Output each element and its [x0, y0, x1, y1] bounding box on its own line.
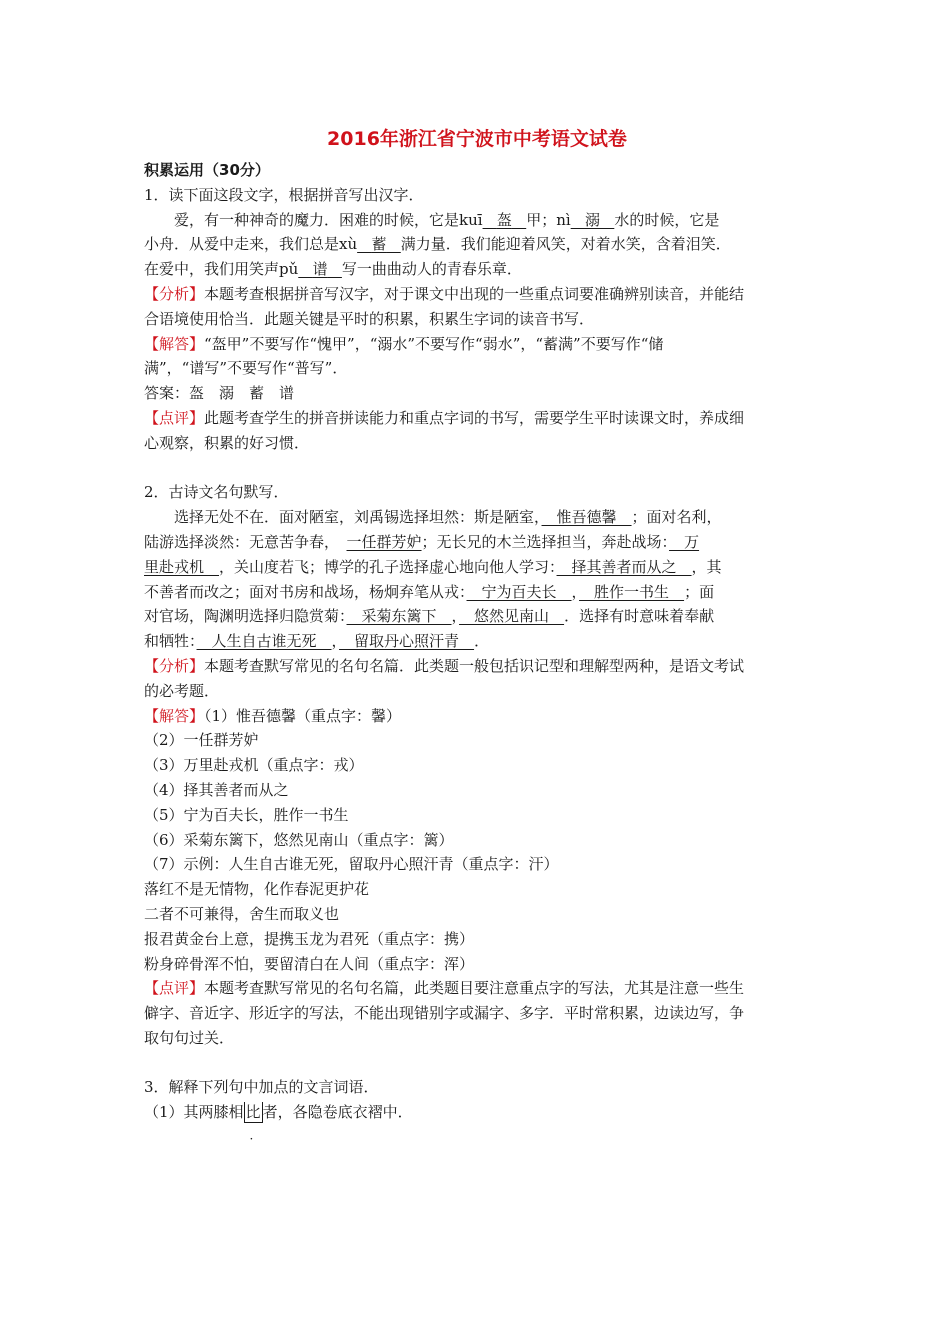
question-2-text-line-3: 里赴戎机 ，关山度若飞；博学的孔子选择虚心地向他人学习： 择其善者而从之 ，其: [144, 557, 722, 576]
example-line: 报君黄金台上意，提携玉龙为君死（重点字：携）: [144, 929, 475, 948]
answer-line: 满”，“谱写”不要写作“普写”．: [144, 359, 348, 378]
question-2-text-line-2: 陆游选择淡然：无意苦争春， 一任群芳妒；无长兄的木兰选择担当，奔赴战场： 万: [144, 532, 700, 551]
question-2-text-line-1: 选择无处不在．面对陋室，刘禹锡选择坦然：斯是陋室， 惟吾德馨 ；面对名利，: [174, 508, 722, 527]
answer-line: 【解答】“盔甲”不要写作“愧甲”，“溺水”不要写作“弱水”，“蓄满”不要写作“储: [144, 334, 664, 353]
question-1-text-line-3: 在爱中，我们用笑声pǔ 谱 写一曲曲动人的青春乐章．: [144, 260, 522, 279]
analysis-line: 的必考题．: [144, 681, 220, 700]
answer-line: （5）宁为百夫长，胜作一书生: [144, 805, 349, 824]
comment-line: 【点评】此题考查学生的拼音拼读能力和重点字词的书写，需要学生平时读课文时，养成细: [144, 408, 745, 427]
answer-line: 答案：盔 溺 蓄 谱: [144, 384, 295, 403]
example-line: 落红不是无情物，化作春泥更护花: [144, 880, 370, 899]
answer-blank: 择其善者而从之: [556, 557, 692, 576]
analysis-line: 【分析】本题考查根据拼音写汉字，对于课文中出现的一些重点词要准确辨别读音，并能结: [144, 284, 745, 303]
question-2-text-line-5: 对官场，陶渊明选择归隐赏菊： 采菊东篱下 ， 悠然见南山 ．选择有时意味着奉献: [144, 607, 715, 626]
question-3-stem: 3．解释下列句中加点的文言词语．: [144, 1078, 379, 1097]
analysis-tag: 【分析】: [144, 284, 205, 303]
answer-line: （6）采菊东篱下，悠然见南山（重点字：篱）: [144, 830, 454, 849]
dotted-word-box: 比 ·: [244, 1102, 263, 1123]
answer-blank: 留取丹心照汗青: [339, 632, 475, 651]
spacer: [144, 456, 810, 481]
question-2-text-line-4: 不善者而改之；面对书房和战场，杨炯弃笔从戎： 宁为百夫长 ， 胜作一书生 ；面: [144, 582, 715, 601]
analysis-line: 【分析】本题考查默写常见的名句名篇．此类题一般包括识记型和理解型两种，是语文考试: [144, 656, 745, 675]
comment-line: 取句句过关．: [144, 1028, 235, 1047]
question-2-text-line-6: 和牺牲： 人生自古谁无死 ， 留取丹心照汗青 ．: [144, 632, 490, 651]
section-heading: 积累运用（30分）: [144, 161, 270, 179]
comment-tag: 【点评】: [144, 408, 205, 427]
answer-blank: 宁为百夫长: [466, 582, 572, 601]
analysis-line: 合语境使用恰当．此题关键是平时的积累，积累生字词的读音书写．: [144, 309, 595, 328]
answer-blank: 盔: [496, 210, 512, 229]
question-1-text-line-1: 爱，有一种神奇的魔力．困难的时候，它是kuī 盔 甲；nì 溺 水的时候，它是: [174, 210, 720, 229]
answer-line: （3）万里赴戎机（重点字：戎）: [144, 756, 364, 775]
answer-blank: 人生自古谁无死: [196, 632, 332, 651]
question-2-stem: 2．古诗文名句默写．: [144, 483, 289, 502]
answer-blank: 悠然见南山: [459, 607, 565, 626]
question-1-stem: 1．读下面这段文字，根据拼音写出汉字．: [144, 185, 424, 204]
answer-blank: 溺: [584, 210, 600, 229]
answer-tag: 【解答】: [144, 334, 205, 353]
answer-blank: 惟吾德馨: [541, 508, 632, 527]
comment-line: 僻字、音近字、形近字的写法，不能出现错别字或漏字、多字．平时常积累，边读边写，争: [144, 1004, 745, 1023]
answer-blank: 一任群芳妒: [346, 532, 422, 551]
example-line: 粉身碎骨浑不怕，要留清白在人间（重点字：浑）: [144, 954, 475, 973]
answer-line: （4）择其善者而从之: [144, 780, 289, 799]
answer-blank: 谱: [312, 260, 328, 279]
answer-blank: 里赴戎机: [144, 557, 220, 576]
document-body: [144, 126, 810, 1147]
question-3-item-1: （1）其两膝相 比 · 者，各隐卷底衣褶中．: [144, 1100, 810, 1125]
question-1-text-line-2: 小舟．从爱中走来，我们总是xù 蓄 满力量．我们能迎着风笑，对着水笑，含着泪笑．: [144, 235, 731, 254]
comment-line: 心观察，积累的好习惯．: [144, 433, 310, 452]
spacer: [144, 1051, 810, 1076]
answer-line: （2）一任群芳妒: [144, 731, 259, 750]
answer-tag: 【解答】: [144, 706, 205, 725]
analysis-tag: 【分析】: [144, 656, 205, 675]
answer-blank: 胜作一书生: [579, 582, 685, 601]
answer-blank: 万: [669, 532, 700, 551]
answer-blank: 采菊东篱下: [346, 607, 452, 626]
comment-tag: 【点评】: [144, 979, 205, 998]
answer-blank: 蓄: [371, 235, 387, 254]
page-title: 2016年浙江省宁波市中考语文试卷: [327, 128, 627, 150]
answer-line: 【解答】（1）惟吾德馨（重点字：馨）: [144, 706, 402, 725]
emphasis-dot: ·: [249, 1132, 254, 1147]
example-line: 二者不可兼得，舍生而取义也: [144, 904, 340, 923]
answer-line: （7）示例：人生自古谁无死，留取丹心照汗青（重点字：汗）: [144, 855, 559, 874]
comment-line: 【点评】本题考查默写常见的名句名篇，此类题目要注意重点字的写法，尤其是注意一些生: [144, 979, 745, 998]
